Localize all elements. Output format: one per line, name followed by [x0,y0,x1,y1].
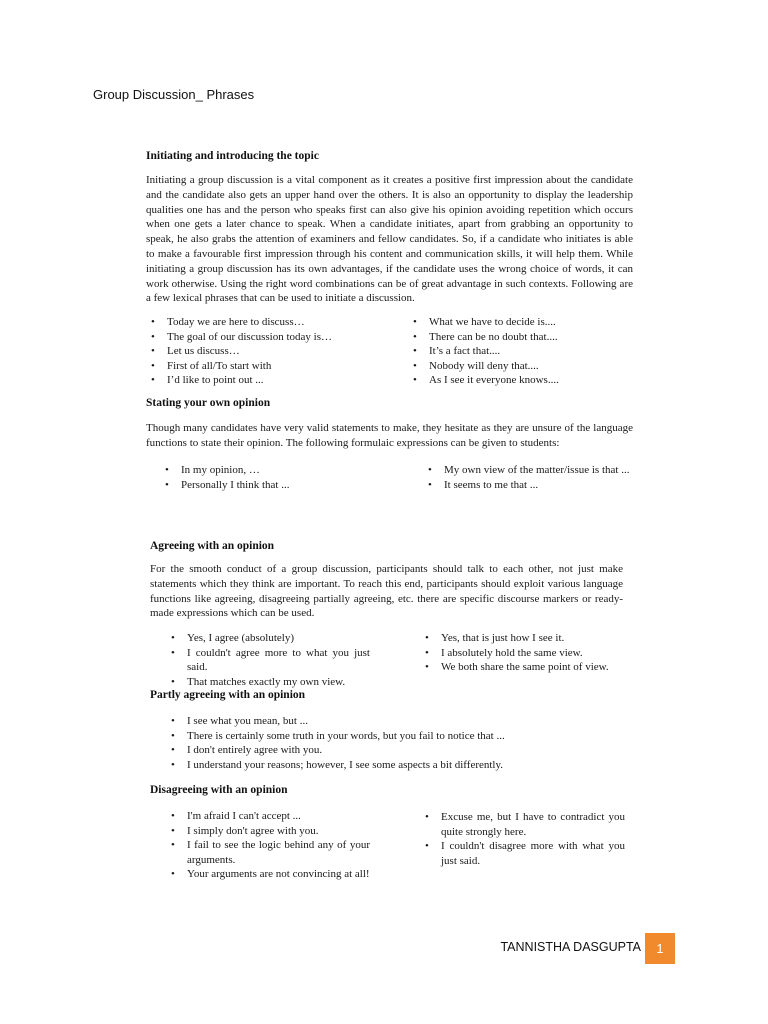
bullet-list-left [166,631,370,689]
section-heading: Initiating and introducing the topic [146,150,319,162]
list-item: • Excuse me, but I have to contradict you quite strongly here. [420,810,625,839]
list-item: • I simply don't agree with you. [166,824,370,839]
section-heading: Partly agreeing with an opinion [150,689,306,701]
list-item: • It’s a fact that.... [408,344,633,359]
section-partly-agreeing [150,689,623,701]
list-item: • We both share the same point of view. [420,660,625,675]
list-item: • I understand your reasons; however, I see some aspects a bit differently. [166,758,626,773]
list-item: • In my opinion, … [160,463,400,478]
list-item: • What we have to decide is.... [408,315,633,330]
section-agreeing [150,540,623,621]
section-disagreeing [150,784,623,796]
list-item: • First of all/To start with [146,359,406,374]
list-item: • I absolutely hold the same view. [420,646,625,661]
section-paragraph: Initiating a group discussion is a vital component as it creates a positive first impression about the candidate and the candidate also gets an upper hand over the others. It is also an opportunity to display the leadership qualities one has and the person who speaks first can also give his opinion avoiding repetition which occurs when one gets a later chance to speak. When a candidate initiates, apart from grabbing an opportunity to speak, he also grabs the attention of examiners and fellow candidates. So, if a candidate who initiates is able to make a favourable first impression through his content and communication skills, it will help them. While initiating a group discussion has its own advantages, if the candidate uses the wrong choice of words, it can work otherwise. Using the right word combinations can be of great advantage in such contexts. Following are a few lexical phrases that can be used to initiate a discussion. [146,174,633,305]
section-paragraph: Though many candidates have very valid statements to make, they hesitate as they are unsure of the language functions to state their opinion. The following formulaic expressions can be given to students: [146,422,633,449]
bullet-list-right [420,631,625,675]
list-item: • Personally I think that ... [160,478,400,493]
list-item: • I don't entirely agree with you. [166,743,626,758]
bullet-list-left [146,315,406,388]
list-item: • Let us discuss… [146,344,406,359]
bullet-list-left [160,463,400,492]
list-item: • Yes, I agree (absolutely) [166,631,370,646]
list-item: • I see what you mean, but ... [166,714,626,729]
list-item: • As I see it everyone knows.... [408,373,633,388]
section-paragraph: For the smooth conduct of a group discussion, participants should talk to each other, not just make statements which they think are important. To reach this end, participants should exploit various language functions like agreeing, disagreeing partially agreeing, etc. there are specific discourse markers or ready-made expressions which can be used. [150,563,623,620]
list-item: • I’d like to point out ... [146,373,406,388]
bullet-list-right [423,463,633,492]
list-item: • It seems to me that ... [423,478,633,493]
list-item: • There can be no doubt that.... [408,330,633,345]
document-title: Group Discussion_ Phrases [93,87,255,102]
section-stating-opinion [146,397,633,451]
section-heading: Agreeing with an opinion [150,540,275,552]
list-item: • Today we are here to discuss… [146,315,406,330]
list-item: • I'm afraid I can't accept ... [166,809,370,824]
list-item: • There is certainly some truth in your words, but you fail to notice that ... [166,729,626,744]
page-number-badge: 1 [645,933,675,964]
section-heading: Disagreeing with an opinion [150,784,288,796]
list-item: • My own view of the matter/issue is that ... [423,463,633,478]
list-item: • I couldn't agree more to what you just said. [166,646,370,675]
bullet-list [166,714,626,772]
list-item: • I fail to see the logic behind any of your arguments. [166,838,370,867]
list-item: • The goal of our discussion today is… [146,330,406,345]
bullet-list-left [166,809,370,882]
bullet-list-right [408,315,633,388]
section-heading: Stating your own opinion [146,397,271,409]
section-initiating [146,150,633,306]
bullet-list-right [420,810,625,868]
list-item: • I couldn't disagree more with what you just said. [420,839,625,868]
list-item: • Your arguments are not convincing at all! [166,867,370,882]
list-item: • Nobody will deny that.... [408,359,633,374]
list-item: • Yes, that is just how I see it. [420,631,625,646]
list-item: • That matches exactly my own view. [166,675,370,690]
footer-author: TANNISTHA DASGUPTA [500,940,641,954]
